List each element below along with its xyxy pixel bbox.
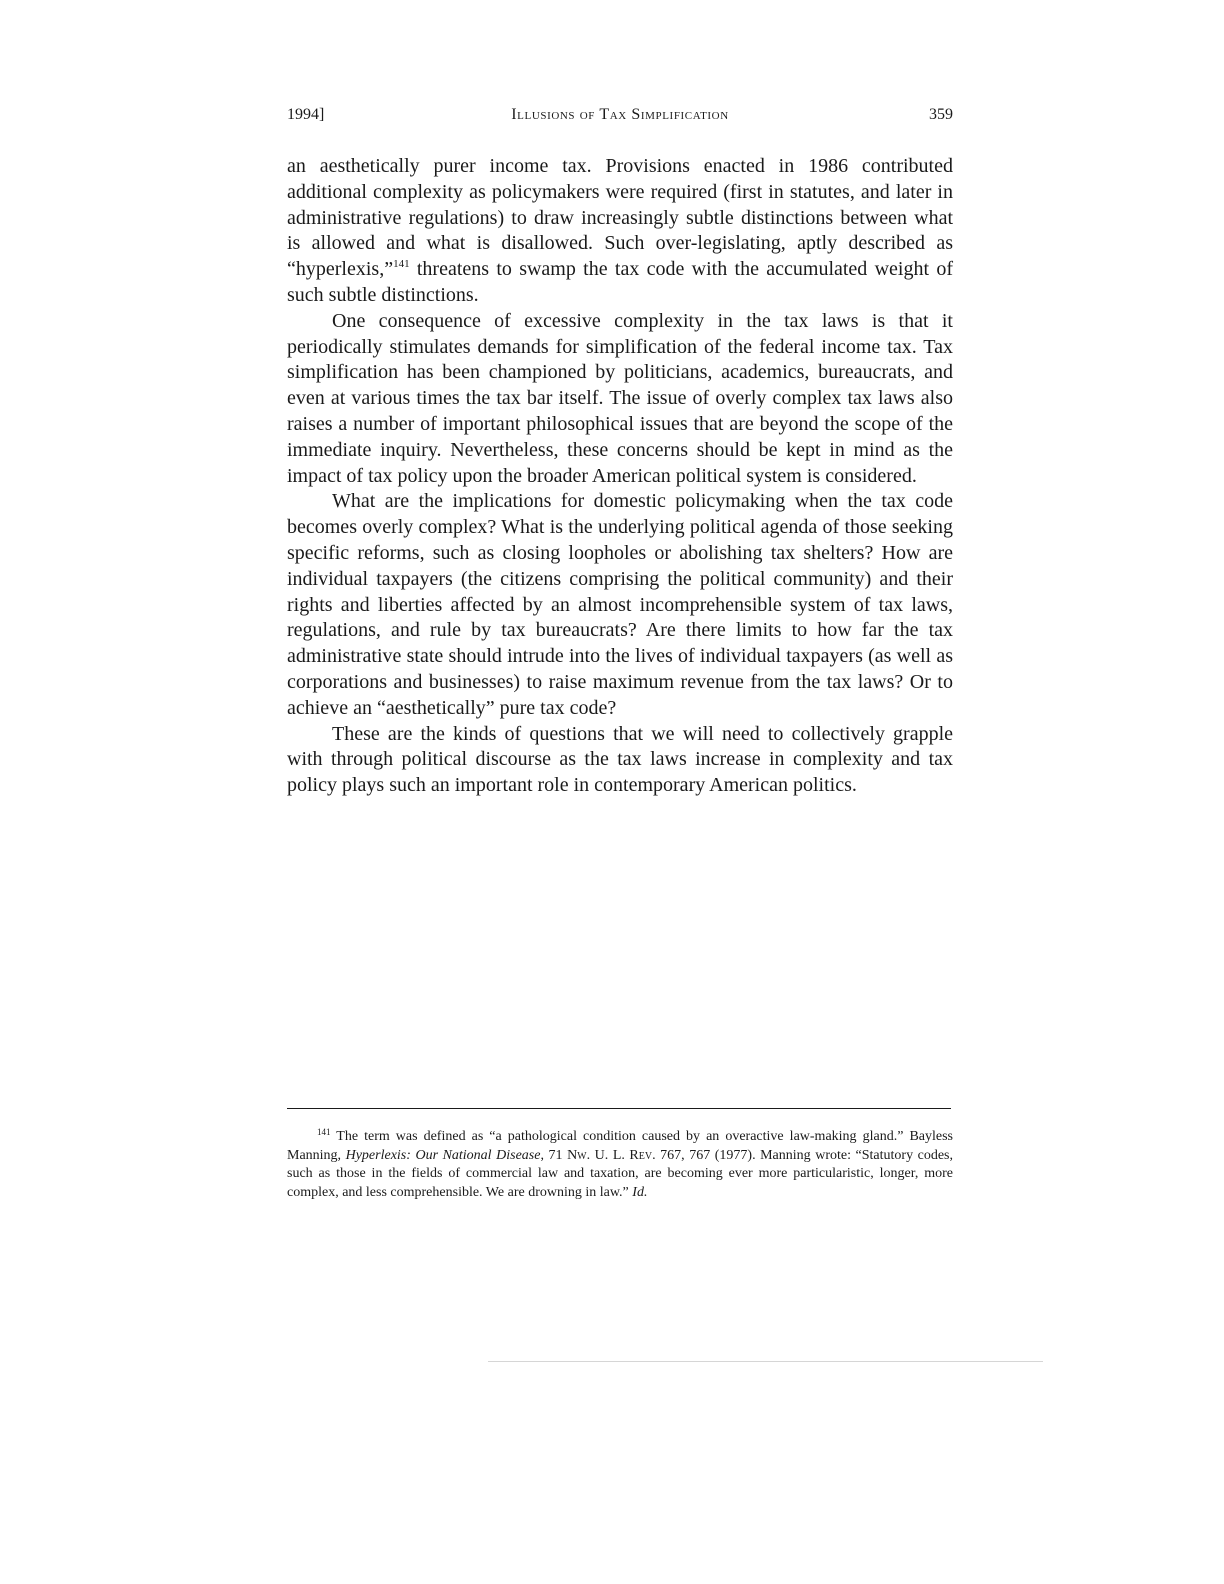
- page-number: 359: [929, 106, 953, 123]
- footnote-text-c: 767, 767 (1977). Manning wrote: “Statutory codes, such as those in the fields of commercial law and taxation, are becoming ever more particularistic, longer, more complex, and less comprehensible. We are drowning in law.”: [287, 1147, 953, 1200]
- footnote-reference-141[interactable]: 141: [393, 258, 410, 271]
- footnote-text-b: , 71: [540, 1147, 568, 1163]
- paragraph-4: These are the kinds of questions that we will need to collectively grapple with through political discourse as the tax laws increase in complexity and tax policy plays such an important role in contemporary American politics.: [287, 722, 953, 797]
- footnote-text-a: The term was defined as “a pathological condition caused by an overactive law-making gland.” Bayless Manning,: [287, 1129, 953, 1163]
- footnote-journal: Nw. U. L. Rev.: [567, 1147, 656, 1163]
- running-head-title: Illusions of Tax Simplification: [511, 106, 729, 123]
- footnote-cited-title: Hyperlexis: Our National Disease: [345, 1147, 541, 1163]
- body-text: [287, 154, 953, 799]
- paragraph-1-text-b: threatens to swamp the tax code with the accumulated weight of such subtle distinctions.: [287, 258, 953, 306]
- footnote-number: 141: [317, 1127, 331, 1137]
- footnote-divider: [287, 1108, 951, 1109]
- paragraph-1: [287, 154, 953, 309]
- running-head-year: 1994]: [287, 106, 325, 123]
- scan-artifact-line: [488, 1361, 1043, 1362]
- paragraph-3: What are the implications for domestic policymaking when the tax code becomes overly complex? What is the underlying political agenda of those seeking specific reforms, such as closing loopholes or abolishing tax shelters? How are individual taxpayers (the citizens comprising the political community) and their rights and liberties affected by an almost incomprehensible system of tax laws, regulations, and rule by tax bureaucrats? Are there limits to how far the tax administrative state should intrude into the lives of individual taxpayers (as well as corporations and businesses) to raise maximum revenue from the tax laws? Or to achieve an “aesthetically” pure tax code?: [287, 490, 953, 719]
- paragraph-2: One consequence of excessive complexity in the tax laws is that it periodically stimulates demands for simplification of the federal income tax. Tax simplification has been championed by politicians, academics, bureaucrats, and even at various times the tax bar itself. The issue of overly complex tax laws also raises a number of important philosophical issues that are beyond the scope of the immediate inquiry. Nevertheless, these concerns should be kept in mind as the impact of tax policy upon the broader American political system is considered.: [287, 309, 953, 487]
- paragraph-1-text-a: an aesthetically purer income tax. Provisions enacted in 1986 contributed additional complexity as policymakers were required (first in statutes, and later in administrative regulations) to draw increasingly subtle distinctions between what is allowed and what is disallowed. Such over-legislating, aptly described as “hyperlexis,”: [287, 155, 953, 281]
- footnote-141: [287, 1128, 953, 1202]
- running-head: [287, 106, 953, 128]
- footnote-id: Id.: [632, 1184, 648, 1200]
